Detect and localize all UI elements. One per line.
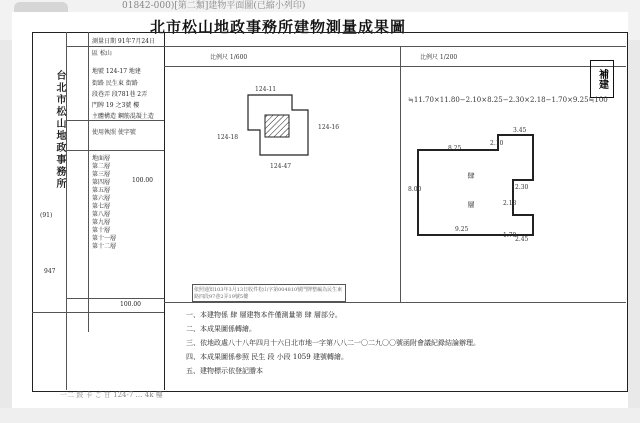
dim-label: 2.18 (503, 200, 517, 207)
floor-name: 肆層 (467, 172, 475, 230)
floor-row: 第九層 (92, 219, 111, 226)
viewer-footer (0, 408, 640, 423)
office-name: 台北市松山地政事務所 (54, 70, 65, 190)
floor-row: 第三層 (92, 171, 111, 178)
rule (164, 302, 626, 303)
note-line: 五、建物標示依登記謄本 (186, 367, 263, 375)
floor-row: 第十一層 (92, 235, 117, 242)
build-no: 947 (44, 268, 56, 275)
supplement-stamp: 補建 (590, 60, 614, 98)
rule (66, 298, 164, 299)
lot-label: 124-11 (255, 86, 277, 93)
floor-row: 第四層 (92, 179, 111, 186)
dim-label: 2.45 (515, 236, 529, 243)
dim-label: 2.30 (515, 184, 529, 191)
document-title: 北市松山地政事務所建物測量成果圖 (150, 18, 407, 36)
floor-plan (408, 120, 558, 250)
divider (400, 46, 401, 302)
floor-row: 第二層 (92, 163, 111, 170)
survey-date: 測量日期 91年7月24日 (92, 38, 155, 45)
info-row: 地號 124-17 地建 (92, 68, 141, 75)
info-row: 段巷弄 段781巷 2弄 (92, 91, 148, 98)
total-area: 100.00 (120, 301, 141, 308)
rule (66, 150, 164, 151)
note-line: 一、本建物係 肆 層建物本件僅測量第 肆 層部分。 (186, 311, 342, 319)
header-text: 01842-000)[第二類]建物平面圖(已縮小列印) (122, 1, 306, 11)
divider (88, 32, 89, 332)
dim-label: 2.10 (490, 140, 504, 147)
rule (32, 312, 164, 313)
floor-area: 100.00 (132, 177, 153, 184)
floor-row: 第八層 (92, 211, 111, 218)
lot-label: 124-18 (217, 134, 239, 141)
info-row: 區 松山 (92, 50, 112, 57)
scale-right: 比例尺 1/200 (420, 54, 458, 61)
lot-label: 124-16 (318, 124, 340, 131)
divider (66, 32, 67, 390)
rule (164, 66, 626, 67)
info-row: 使用執照 使字號 (92, 129, 136, 136)
dim-label: 3.45 (513, 127, 527, 134)
info-row: 街路 民生東 街路 (92, 80, 138, 87)
dim-label: 8.25 (448, 145, 462, 152)
info-row: 門牌 19 之3號 樓 (92, 102, 140, 109)
footnote-box: 依照通知103年3月13日收件松山字第004810號門牌整編為民生東路四段97巷2弄19號5樓 (192, 284, 346, 302)
floor-row: 第六層 (92, 195, 111, 202)
note-line: 三、依地政處八十八年四月十六日北市地一字第八八二一〇二九〇〇號函附會議紀錄結論辦理。 (186, 339, 480, 347)
rule (66, 120, 164, 121)
info-row: 主體構造 鋼筋混凝土造 (92, 113, 154, 120)
rule (66, 46, 164, 47)
note-line: 四、本成果圖係參照 民生 段 小段 1059 建號轉繪。 (186, 353, 348, 361)
dim-label: 1.70 (503, 232, 517, 239)
dim-label: 8.00 (408, 186, 422, 193)
floor-row: 第七層 (92, 203, 111, 210)
scale-left: 比例尺 1/600 (210, 54, 248, 61)
faint-bottom-line: 一二 鼓 卡 ご 甘 124-7 … 4k 樓 (60, 391, 163, 399)
left-code: (91) (40, 212, 53, 219)
floor-row: 第五層 (92, 187, 111, 194)
lot-label: 124-47 (270, 163, 292, 170)
note-line: 二、本成果圖係轉繪。 (186, 325, 256, 333)
floor-row: 第十層 (92, 227, 111, 234)
rule (164, 46, 626, 47)
building-footprint (265, 115, 289, 137)
floor-row: 第十二層 (92, 243, 117, 250)
floor-row: 地面層 (92, 155, 111, 162)
dim-label: 9.25 (455, 226, 469, 233)
area-formula: ≒11.70×11.80−2.10×8.25−2.30×2.18−1.70×9.25≒100 (408, 96, 608, 104)
